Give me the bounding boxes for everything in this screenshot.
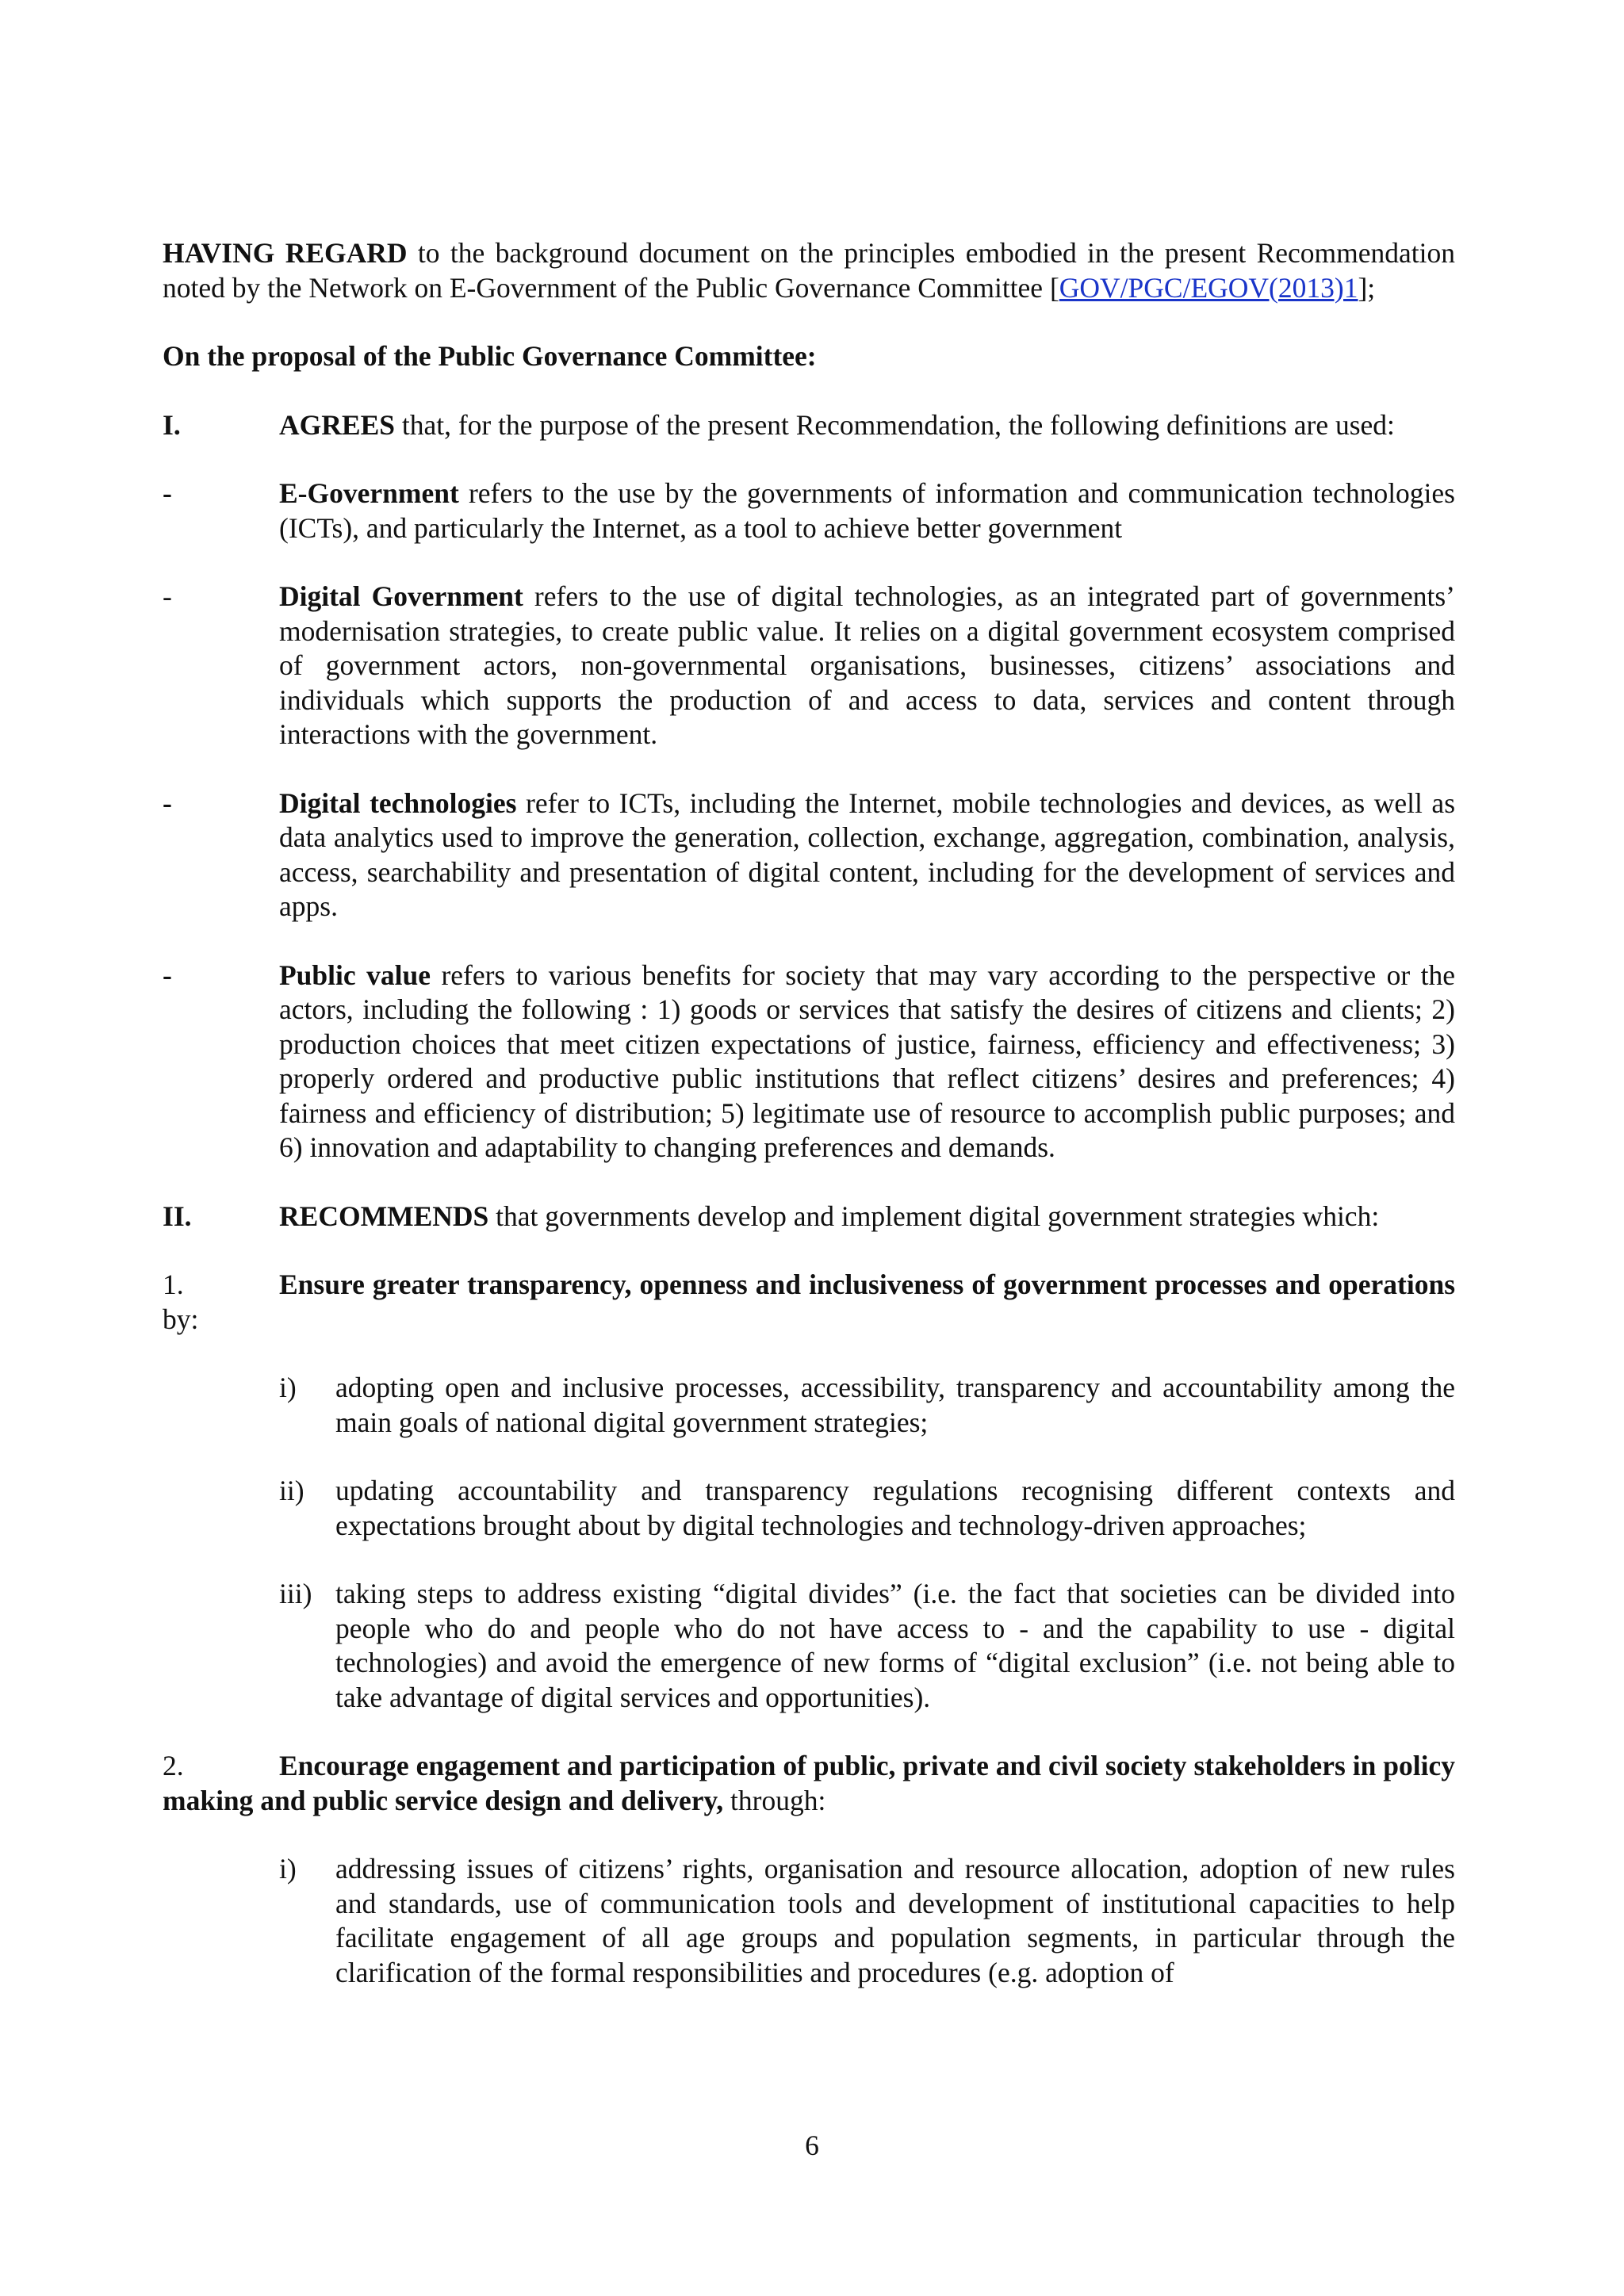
having-regard-lead: HAVING REGARD [163, 237, 408, 269]
item-2-subitem-i [279, 1852, 1455, 1990]
definition-term: E-Government [279, 477, 459, 509]
item-1-heading-a: Ensure greater transparency, openness and inclusiveness of government processes and [279, 1269, 1321, 1300]
section-1-text: that, for the purpose of the present Recommendation, the following definitions are used: [395, 408, 1395, 441]
definition-text [279, 959, 1455, 1165]
definition-body: refers to the use by the governments of information and communication technologies (ICTs), and particularly the Internet, as a tool to achieve better government [279, 477, 1455, 544]
definition-term: Digital technologies [279, 786, 517, 819]
subitem-text: addressing issues of citizens’ rights, organisation and resource allocation, adoption of new rules and standards, use of communication tools and development of institutional capacities to help facilitate engagement of all age groups and population segments, in particular through the clarification of the formal responsibilities and procedures (e.g. adoption of [335, 1853, 1455, 1988]
subitem-label: ii) [279, 1475, 304, 1506]
subitem-label: i) [279, 1372, 297, 1403]
section-2-text: RECOMMENDS that governments develop and implement digital government strategies which: [279, 1200, 1380, 1232]
definition-digital-government [163, 580, 1455, 752]
definition-bullet: - [163, 477, 172, 509]
definition-body: refers to the use of digital technologies, as an integrated part of governments’ modernisation strategies, to create public value. It relies on a digital government ecosystem comprised of government actors, non-governmental organisations, businesses, citizens’ associations and individuals which supports the production of and access to data, services and content through interactions with the government. [279, 580, 1456, 750]
definition-e-government [163, 476, 1455, 545]
definition-body: refer to ICTs, including the Internet, mobile technologies and devices, as well as data analytics used to improve the generation, collection, exchange, aggregation, combination, analysis, access, searchability and presentation of digital content, including for the development of services and apps. [279, 786, 1456, 922]
item-1-text: by: [163, 1303, 199, 1335]
section-2-lead: RECOMMENDS [279, 1200, 489, 1232]
subitem-text: updating accountability and transparency regulations recognising different contexts and expectations brought about by digital technologies and technology-driven approaches; [335, 1475, 1455, 1541]
definition-text [279, 786, 1455, 924]
item-2-heading-b: policy making and public service design and delivery, [163, 1750, 1456, 1816]
item-2-heading-a: Encourage engagement and participation of public, private and civil society stakeholders in [279, 1750, 1377, 1781]
definition-body: refers to various benefits for society that may vary according to the perspective or the actors, including the following : 1) goods or services that satisfy the desires of citizens and clients; 2) production choices that meet citizen expectations of justice, fairness, efficiency and effectiveness; 3) properly ordered and productive public institutions that reflect citizens’ desires and preferences; 4) fairness and efficiency of distribution; 5) legitimate use of resource to accomplish public purposes; and 6) innovation and adaptability to changing preferences and demands. [279, 959, 1455, 1163]
item-1-subitem-iii [279, 1577, 1455, 1715]
subitem-label: i) [279, 1853, 297, 1885]
subitem-text: taking steps to address existing “digital divides” (i.e. the fact that societies can be divided into people who do and people who do not have access to - and the capability to use - digital technologies) and avoid the emergence of new forms of “digital exclusion” (i.e. not being able to take advantage of digital services and opportunities). [335, 1578, 1455, 1713]
item-1-number: 1. [163, 1269, 184, 1300]
section-2-number: II. [163, 1200, 192, 1232]
section-1-number: I. [163, 408, 181, 441]
page-number: 6 [805, 2130, 819, 2161]
definition-text [279, 476, 1455, 545]
having-regard-text: to the background document on the principles embodied in the present Recommendation noted by the Network on E-Government of the Public Governance Committee [ [163, 237, 1455, 304]
definition-public-value [163, 959, 1455, 1165]
definition-bullet: - [163, 580, 172, 612]
item-2-paragraph [163, 1749, 1455, 1818]
item-1-subitem-ii [279, 1474, 1455, 1543]
definition-bullet: - [163, 786, 172, 819]
page-content [163, 236, 1455, 1990]
definition-term: Digital Government [279, 580, 523, 612]
section-1-lead: AGREES [279, 408, 395, 441]
having-regard-tail: ]; [1358, 271, 1376, 304]
section-1-paragraph [163, 408, 1455, 443]
document-reference-link[interactable]: GOV/PGC/EGOV(2013)1 [1059, 271, 1358, 304]
section-2-paragraph [163, 1200, 1455, 1234]
item-1-paragraph [163, 1268, 1455, 1337]
definition-bullet: - [163, 959, 172, 991]
item-1-heading-b: operations [1328, 1269, 1456, 1300]
proposal-heading [163, 339, 1455, 374]
item-2-text: through: [723, 1784, 826, 1816]
subitem-label: iii) [279, 1578, 312, 1609]
item-1-subitem-i [279, 1371, 1455, 1440]
definition-digital-technologies [163, 786, 1455, 924]
definition-term: Public value [279, 959, 431, 991]
having-regard-paragraph [163, 236, 1455, 305]
subitem-text: adopting open and inclusive processes, accessibility, transparency and accountability among the main goals of national digital government strategies; [335, 1372, 1455, 1438]
proposal-text: On the proposal of the Public Governance Committee: [163, 340, 817, 372]
item-2-number: 2. [163, 1750, 184, 1781]
definition-text [279, 580, 1455, 752]
